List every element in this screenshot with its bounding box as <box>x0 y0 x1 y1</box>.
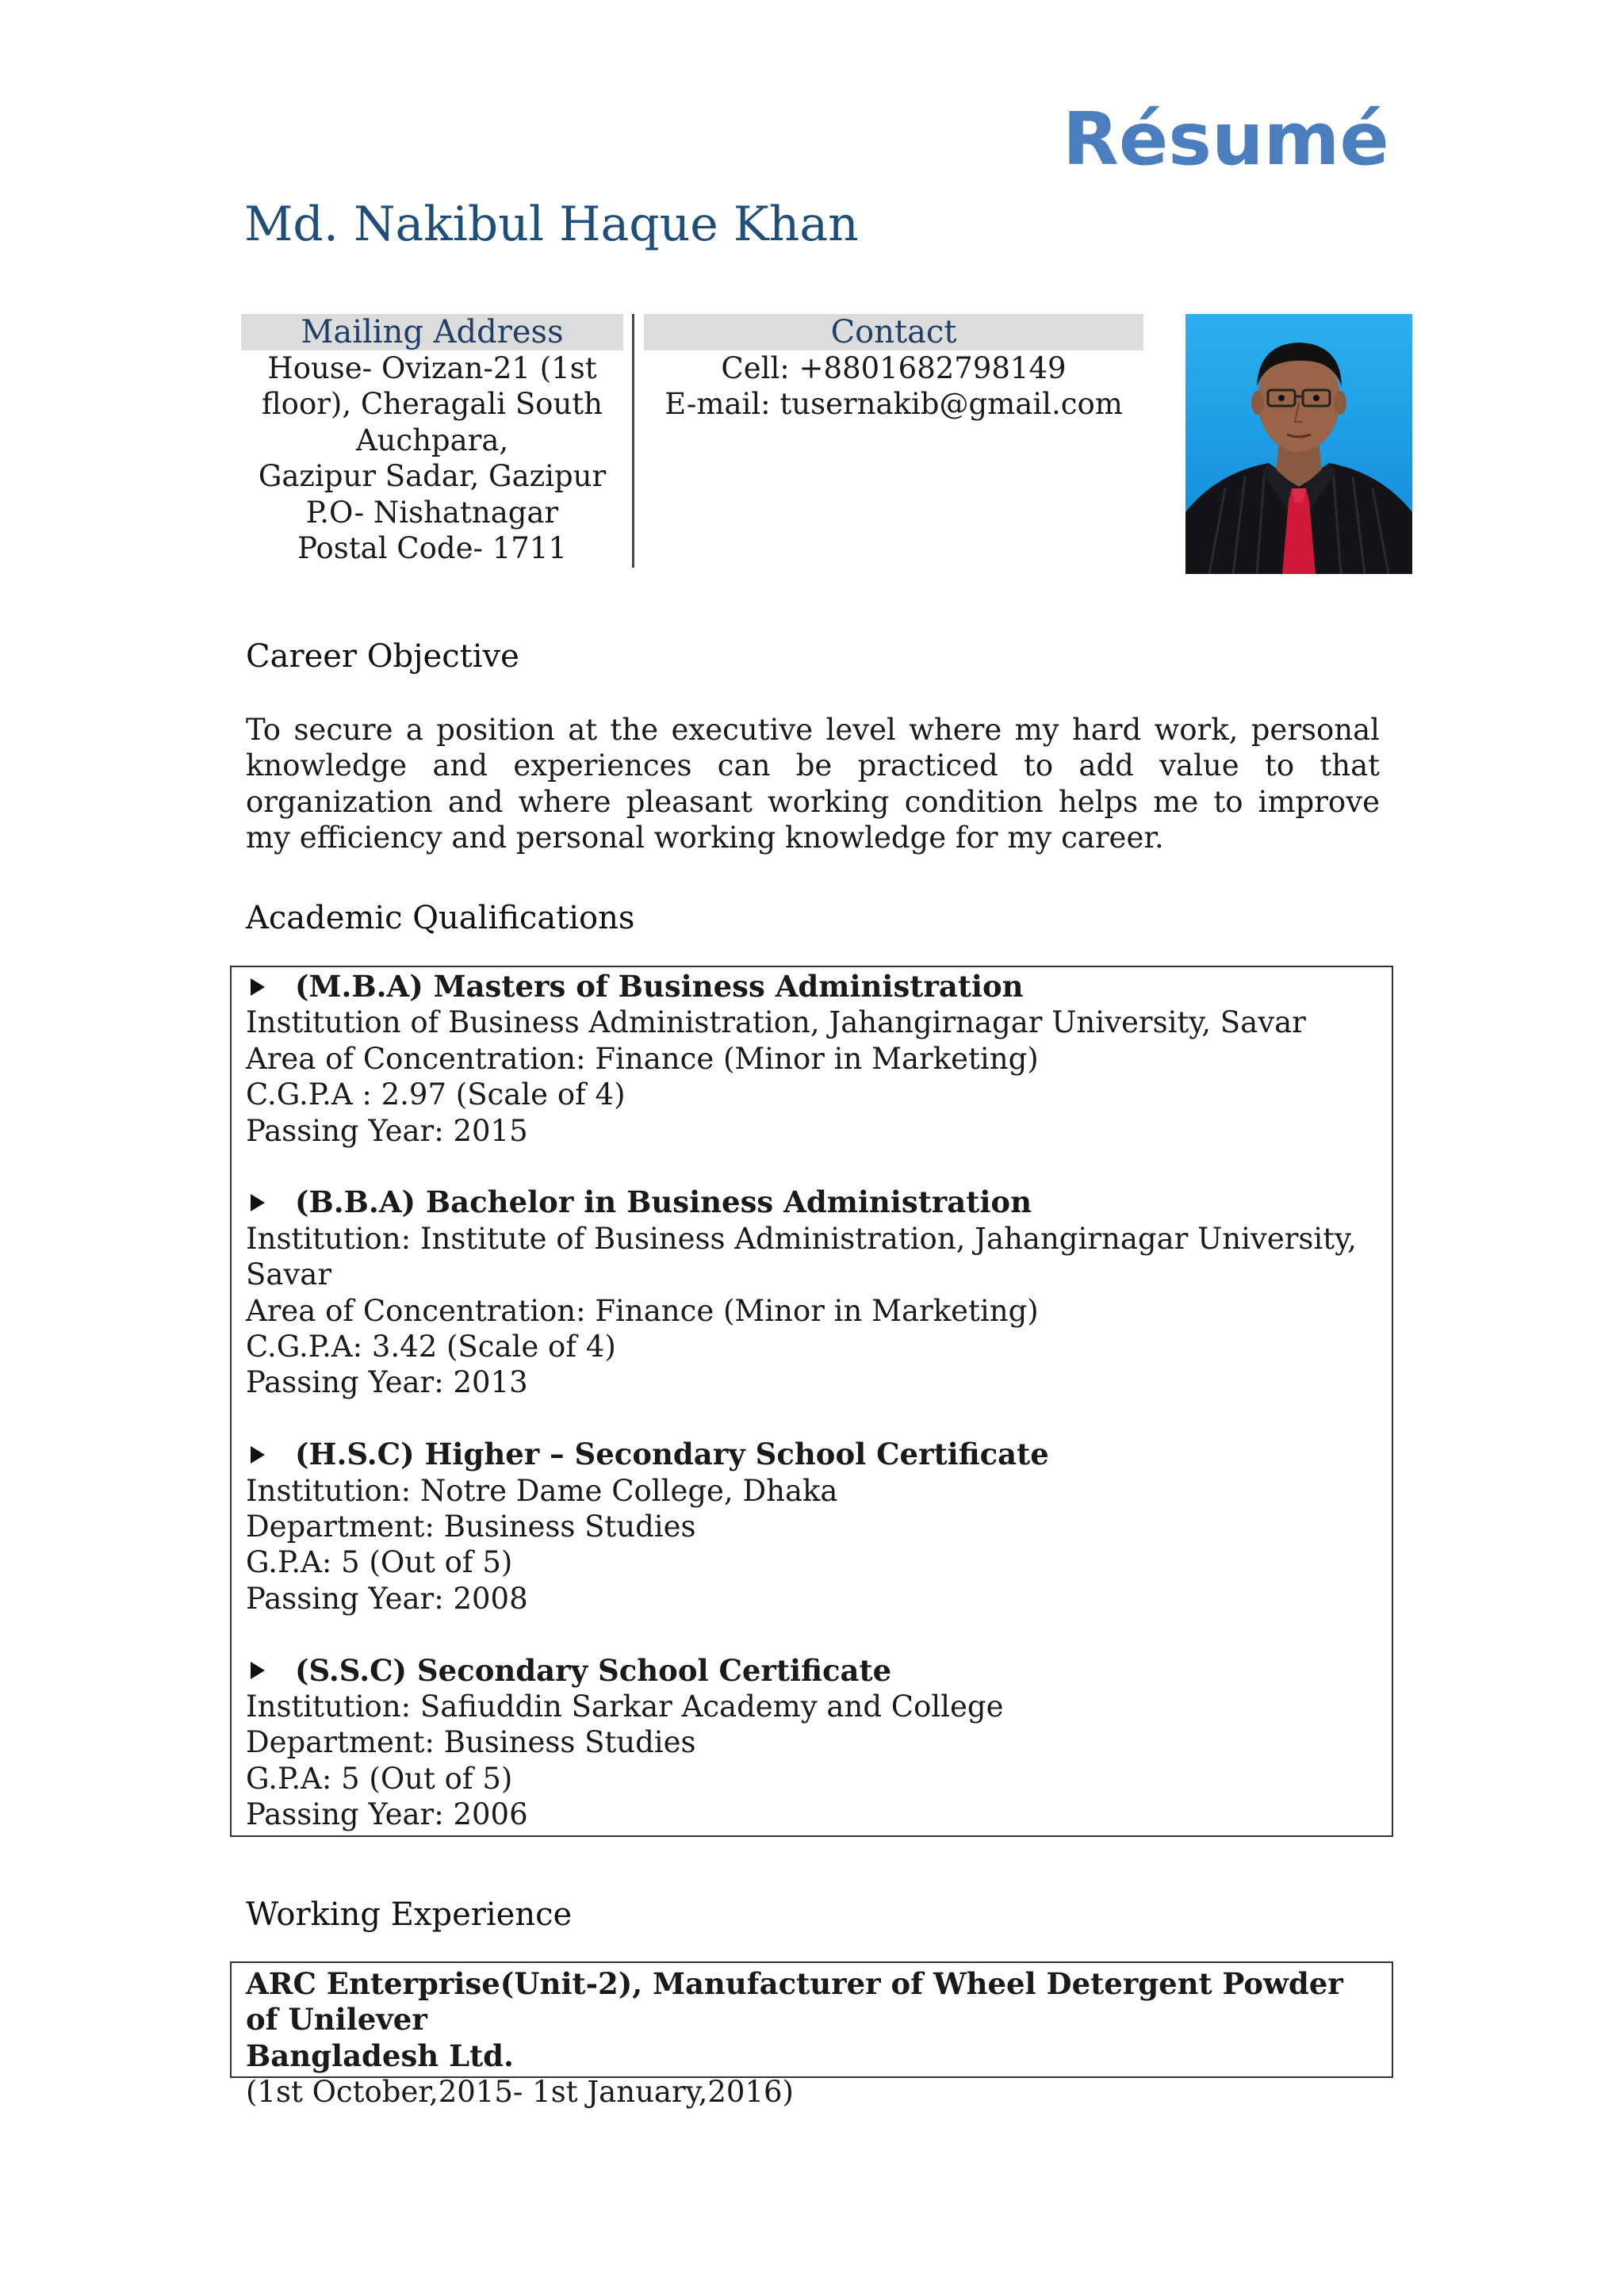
career-objective-line: knowledge and experiences can be practiced to add value to that organization <box>246 748 1380 819</box>
education-detail: Savar <box>246 1257 332 1292</box>
education-detail: Institution: Notre Dame College, Dhaka <box>246 1473 838 1508</box>
education-detail: Department: Business Studies <box>246 1725 696 1760</box>
portrait-illustration <box>1185 314 1412 574</box>
education-entry-bba <box>246 1184 1377 1400</box>
education-entry-mba <box>246 969 1377 1149</box>
contact-lines <box>644 350 1143 423</box>
education-detail: C.G.P.A: 3.42 (Scale of 4) <box>246 1330 616 1364</box>
mailing-address-lines <box>241 350 623 566</box>
career-objective-line: personal working knowledge for my career. <box>515 821 1164 855</box>
address-line: Postal Code- 1711 <box>297 531 567 566</box>
cell-number: Cell: +8801682798149 <box>721 351 1067 385</box>
address-line: Gazipur Sadar, Gazipur <box>258 459 607 494</box>
profile-photo <box>1185 314 1412 574</box>
column-divider <box>632 314 634 568</box>
career-objective-heading: Career Objective <box>246 638 519 675</box>
arrow-bullet-icon <box>251 1446 265 1464</box>
education-detail: Area of Concentration: Finance (Minor in Marketing) <box>246 1041 1039 1076</box>
degree-name: (H.S.C) Higher – Secondary School Certificate <box>295 1437 1049 1472</box>
arrow-bullet-icon <box>251 1194 265 1211</box>
education-entry-hsc <box>246 1437 1377 1617</box>
education-detail: Department: Business Studies <box>246 1510 696 1544</box>
degree-name: (M.B.A) Masters of Business Administration <box>295 969 1024 1004</box>
working-experience-heading: Working Experience <box>246 1896 573 1933</box>
arrow-bullet-icon <box>251 1662 265 1679</box>
education-title <box>246 1653 1377 1689</box>
education-detail: G.P.A: 5 (Out of 5) <box>246 1761 513 1796</box>
education-detail: Institution: Safiuddin Sarkar Academy and College <box>246 1689 1004 1724</box>
education-detail: G.P.A: 5 (Out of 5) <box>246 1545 513 1580</box>
contact-heading: Contact <box>644 314 1143 350</box>
education-detail: Passing Year: 2008 <box>246 1581 528 1616</box>
education-detail: C.G.P.A : 2.97 (Scale of 4) <box>246 1077 626 1112</box>
email-address: E-mail: tusernakib@gmail.com <box>665 387 1123 422</box>
address-line: floor), Cheragali South <box>262 387 603 422</box>
career-objective-line: To secure a position at the executive level where my hard work, personal <box>246 713 1380 747</box>
education-entry-ssc <box>246 1653 1377 1833</box>
employer-name: ARC Enterprise(Unit-2), Manufacturer of Wheel Detergent Powder of Unilever <box>246 1966 1343 2038</box>
resume-heading: Résumé <box>1063 97 1389 182</box>
education-title <box>246 969 1377 1004</box>
address-line: Auchpara, <box>355 423 509 457</box>
mailing-address-section <box>241 314 623 566</box>
career-objective-line: and where pleasant working condition helps me to improve my efficiency and <box>246 784 1380 855</box>
employer-name-continued: Bangladesh Ltd. <box>246 2038 514 2073</box>
academic-qualifications-box <box>230 966 1393 1837</box>
education-title <box>246 1184 1377 1220</box>
contact-section <box>644 314 1143 423</box>
degree-name: (B.B.A) Bachelor in Business Administration <box>295 1184 1032 1220</box>
address-line: House- Ovizan-21 (1st <box>267 351 597 385</box>
education-detail: Passing Year: 2006 <box>246 1797 528 1832</box>
education-detail: Passing Year: 2013 <box>246 1365 528 1400</box>
education-title <box>246 1437 1377 1472</box>
academic-qualifications-heading: Academic Qualifications <box>246 900 635 936</box>
education-detail: Area of Concentration: Finance (Minor in Marketing) <box>246 1293 1039 1328</box>
education-detail: Institution of Business Administration, Jahangirnagar University, Savar <box>246 1005 1306 1040</box>
education-detail: Passing Year: 2015 <box>246 1113 528 1148</box>
candidate-name: Md. Nakibul Haque Khan <box>244 197 859 252</box>
mailing-address-heading: Mailing Address <box>241 314 623 350</box>
arrow-bullet-icon <box>251 978 265 996</box>
working-experience-box <box>230 1961 1393 2110</box>
degree-name: (S.S.C) Secondary School Certificate <box>295 1652 892 1688</box>
career-objective-text <box>246 712 1380 856</box>
employment-period: (1st October,2015- 1st January,2016) <box>246 2075 794 2110</box>
address-line: P.O- Nishatnagar <box>305 495 559 530</box>
education-detail: Institution: Institute of Business Administration, Jahangirnagar University, <box>246 1221 1357 1256</box>
